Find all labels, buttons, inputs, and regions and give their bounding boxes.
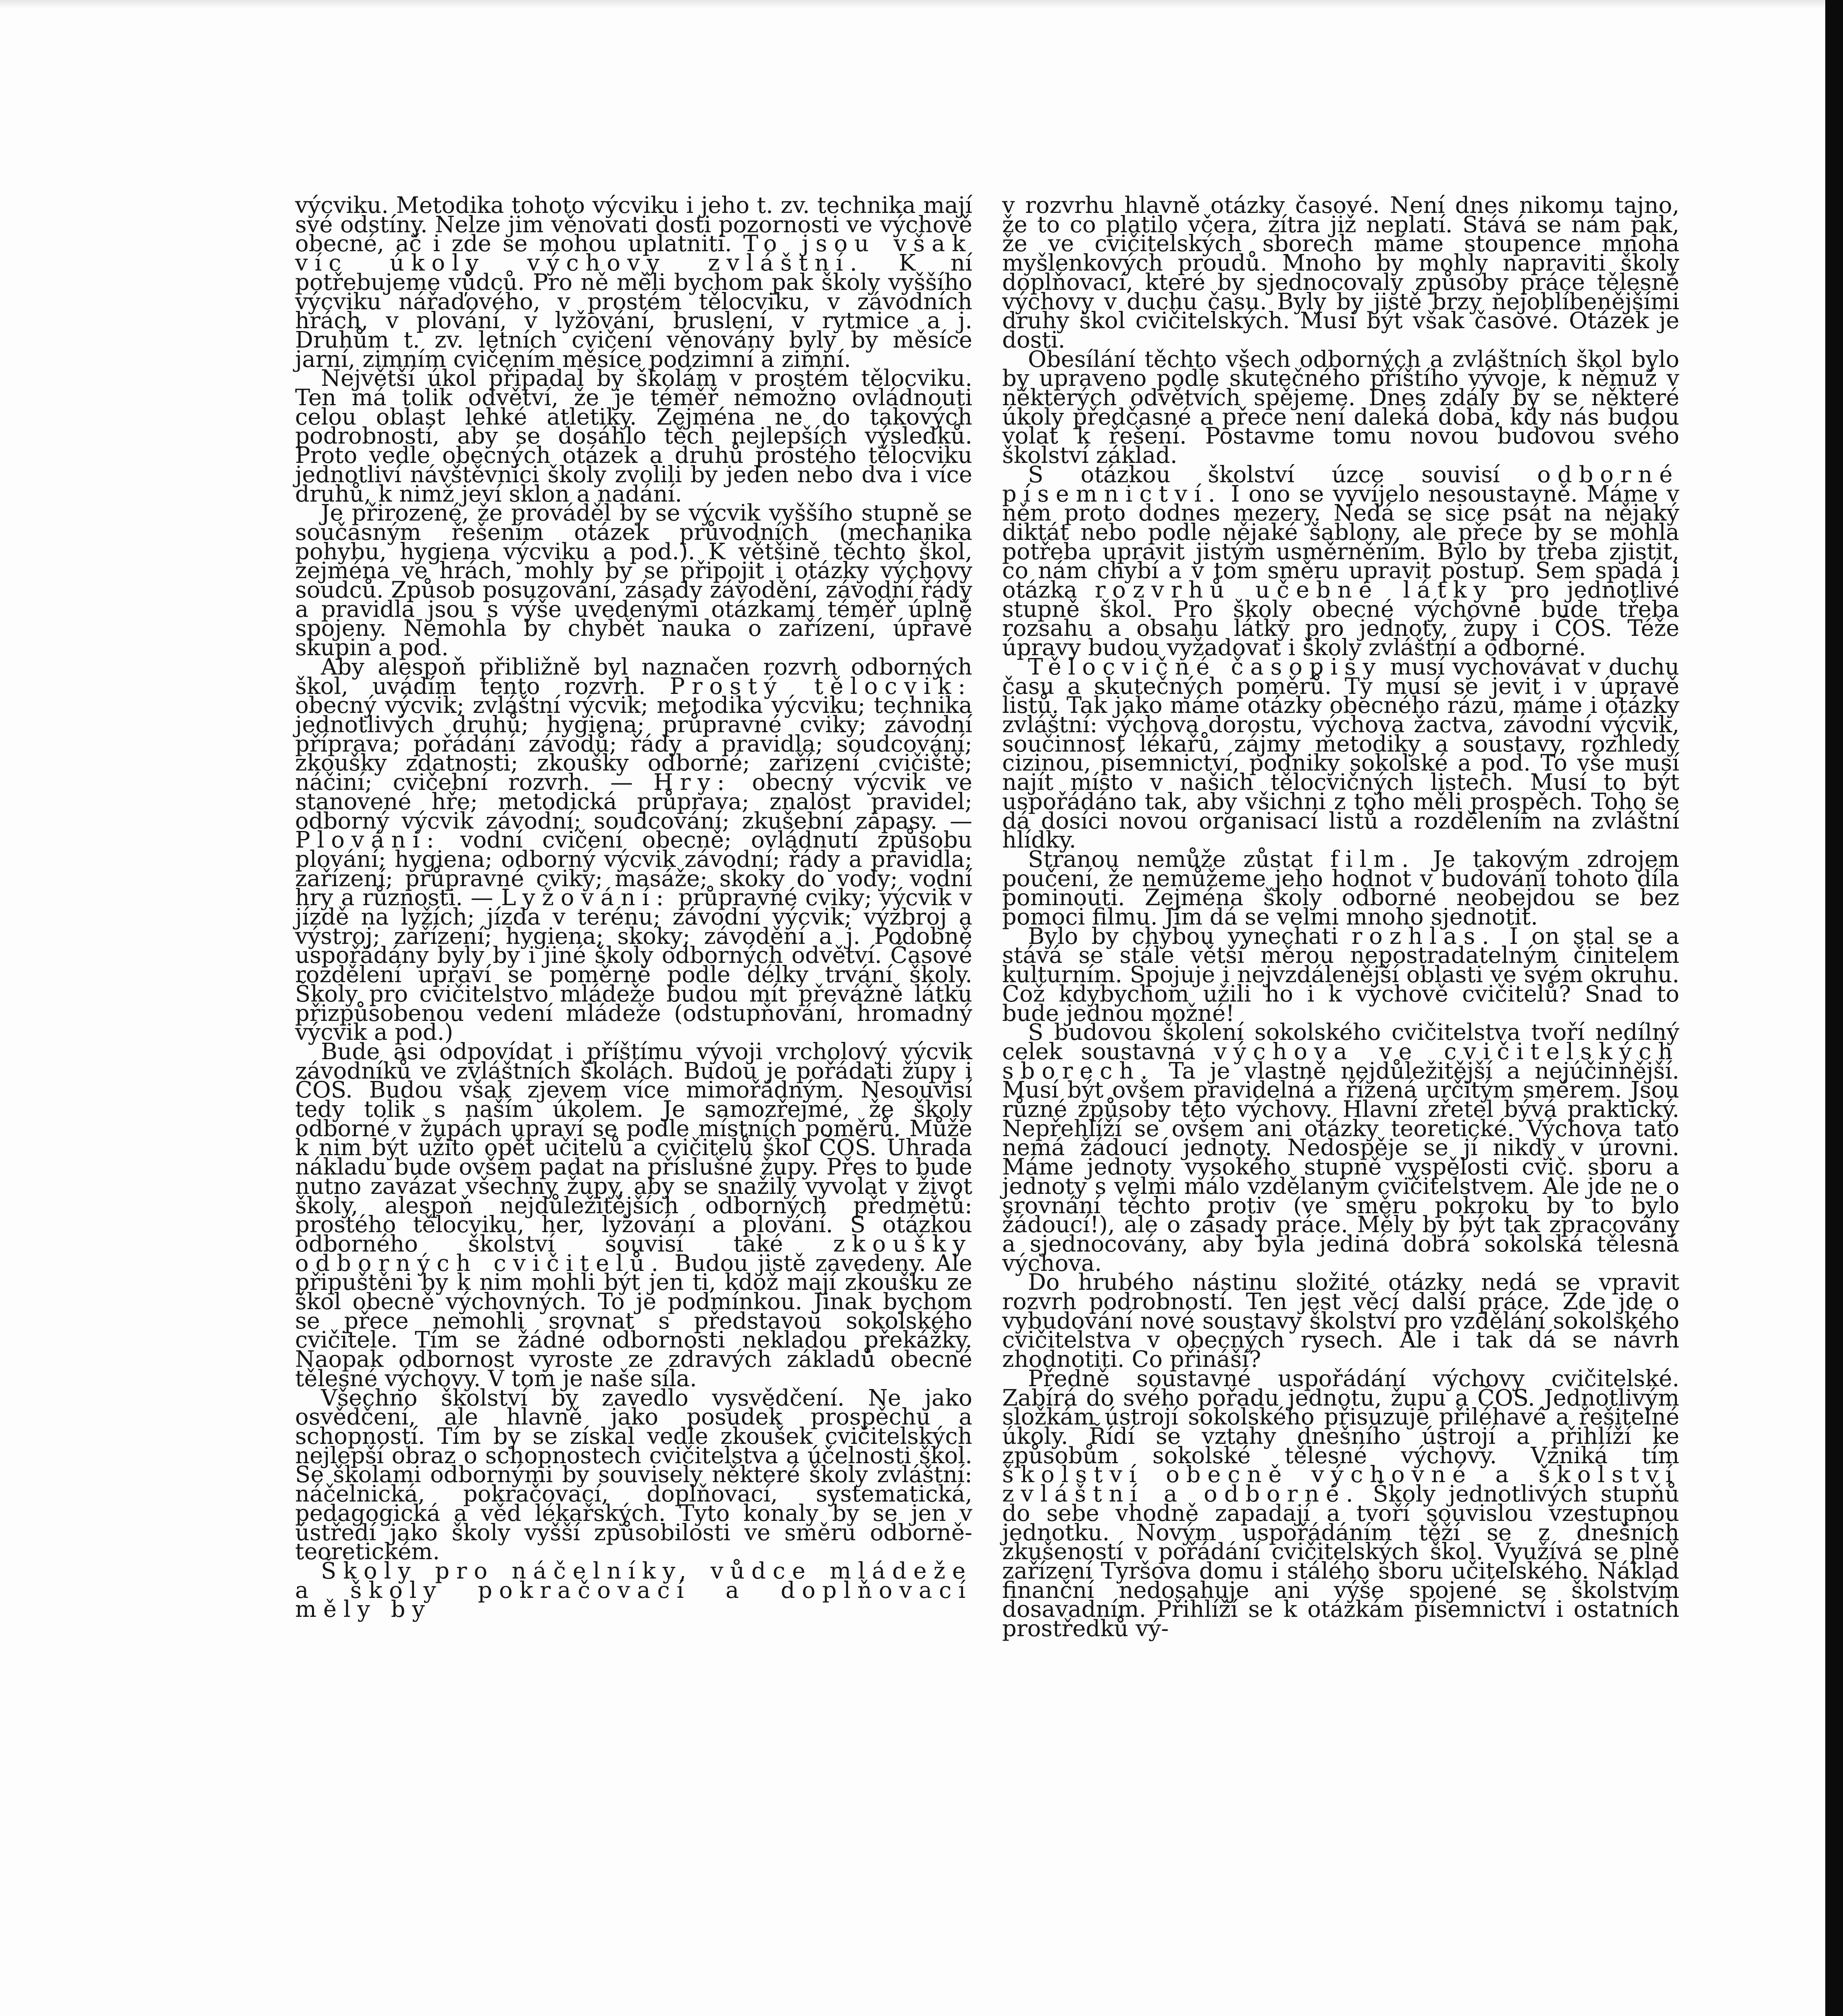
emphasis-text: školství obecně výchovné a školství zvláštní a odborné. [1002,1462,1679,1508]
emphasis-text: Prostý tělocvik: [670,673,972,700]
text-run: Předně soustavné uspořádání výchovy cvičitelské. Zabírá do svého pořadu jednotu, župu a ČOS. Jednotlivým složkám ústrojí sokolského přisuzuje přiléhavé a řešitelné úkoly. Řídí se vztahy dnešního ústrojí a přihlíží ke způsobům sokolské tělesné výchovy. Vzniká tím [1002,1365,1679,1469]
emphasis-text: rozhlas. [1351,923,1496,950]
text-run: obecný výcvik ve stanovené hře; metodická průprava; znalost pravidel; odborný výcvik závodní; soudcování; zkušební zápasy. — [295,769,972,834]
paragraph [295,1038,972,1392]
text-run: K ní potřebujeme vůdců. Pro ně měli bychom pak školy vyššího výcviku nářaďového, v prostém tělocviku, v závodních hrách, v plování, v lyžování, bruslení, v rytmice a j. Druhům t. zv. letních cvičení věnovány byly by měsíce jarní, zimním cvičením měsíce podzimní a zimní. [295,250,972,373]
text-run: I on stal se a stává se stále větší měrou nepostradatelným činitelem kulturním. Spojuje i nejvzdálenější oblasti ve svém okruhu. Což kdybychom užili ho i k výchově cvičitelů? Snad to bude jednou možné! [1002,923,1679,1027]
paragraph [1002,654,1679,854]
paragraph: v rozvrhu hlavně otázky časové. Není dnes nikomu tajno, že to co platilo včera, zítra již neplatí. Stává se nám pak, že ve cvičitelských sborech máme stoupence mnoha myšlenkových proudů. Mnoho by mohly napraviti školy doplňovací, které by sjednocovaly způsoby práce tělesné výchovy v duchu času. Byly by jistě brzy nejoblíbenějšími druhy škol cvičitelských. Musí být však časové. Otázek je dosti. [1002,192,1679,353]
right-column [1002,192,1679,1642]
emphasis-text: To jsou však víc úkoly výchovy zvláštní. [295,231,973,277]
text-run: I ono se vyvíjelo nesoustavně. Máme v něm proto dodnes mezery. Nedá se sice psát na nějaký diktát nebo podle nějaké šablony, ale přece by se mohla potřeba upravit jistým usměrněním. Bylo by třeba zjistit, co nám chybí a v tom směru upravit postup. Sem spadá i otázka [1002,481,1679,604]
text-run: S budovou školení sokolského cvičitelstva tvoří nedílný celek soustavná [1002,1019,1679,1065]
paragraph [1002,923,1679,1027]
text-run: Školy jednotlivých stupňů do sebe vhodně zapadají a tvoří souvislou vzestupnou jednotku. Novým uspořádáním těží se z dnešních zkušeností v pořádání cvičitelských škol. Využívá se plně zařízení Tyršova domu i stálého sboru učitelského. Náklad finanční nedosahuje ani výše spojené se školstvím dosavadním. Přihlíží se k otázkám písemnictví i ostatních prostředků vý- [1002,1481,1679,1642]
text-run: vodní cvičení obecně; ovládnutí způsobu plování; hygiena; odborný výcvik závodní; řády a pravidla; zařízení; průpravné cviky; masáže; skoky do vody; vodní hry a různosti. — [295,827,972,911]
text-run: Je takovým zdrojem poučení, že nemůžeme jeho hodnot v budování tohoto díla pominouti. Zejména školy odborné neobejdou se bez pomoci filmu. Jím dá se velmi mnoho sjednotit. [1002,846,1679,931]
text-run: Ta je vlastně nejdůležitější a nejúčinnější. Musí být ovšem pravidelná a řízená určitým směrem. Jsou různé způsoby této výchovy. Hlavní zřetel bývá praktický. Nepřehlíží se ovšem ani otázky teoretické. Výchova tato nemá žádoucí jednoty. Nedospěje se jí nikdy v úrovni. Máme jednoty vysokého stupně vyspělosti cvič. sboru a jednoty s velmi málo vzdělaným cvičitelstvem. Ale jde ne o srovnání těchto protiv (ve směru pokroku by to bylo žádoucí!), ale o zásady práce. Měly by být tak zpracovány a sjednocovány, aby byla jediná dobrá sokolská tělesná výchova. [1002,1058,1679,1277]
text-run: Bude asi odpovídat i příštímu vývoji vrcholový výcvik závodníků ve zvláštních školách. Budou je pořádati župy i ČOS. Budou však zjevem více mimořádným. Nesouvisí tedy tolik s naším úkolem. Je samozřejmé, že školy odborné v župách upraví se podle místních poměrů. Může k nim být užito opět učitelů a cvičitelů škol ČOS. Úhrada nákladu bude ovšem padat na příslušné župy. Přes to bude nutno zavázat všechny župy, aby se snažily vyvolat v život školy, alespoň nejdůležitějších odborných předmětů: prostého tělocviku, her, lyžování a plování. S otázkou odborného školství souvisí také [295,1038,972,1257]
paragraph: Je přirozené, že prováděl by se výcvik vyššího stupně se současným řešením otázek průvodních (mechanika pohybu, hygiena výcviku a pod.). K většině těchto škol, zejména ve hrách, mohly by se připojit i otázky výchovy soudců. Způsob posuzování, zásady závodění, závodní řády a pravidla jsou s výše uvedenými otázkami téměř úplně spojeny. Nemohla by chybět nauka o zařízení, úpravě skupin a pod. [295,500,972,661]
text-run: obecný výcvik; zvláštní výcvik; metodika výcviku; technika jednotlivých druhů; hygiena; průpravné cviky; závodní příprava; pořádání závodů; řády a pravidla; soudcování; zkoušky zdatnosti; zkoušky odborné; zařízení cvičiště; náčiní; cvičební rozvrh. — [295,692,972,796]
text-run: Budou jistě zavedeny. Ale připuštěni by k nim mohli být jen ti, kdož mají zkoušku ze škol obecně výchovných. To je podmínkou. Jinak bychom se přece nemohli srovnat s představou sokolského cvičitele. Tím se žádné odbornosti nekladou překážky. Naopak odbornost vyroste ze zdravých základů obecné tělesné výchovy. V tom je naše síla. [295,1250,972,1392]
scan-top-shadow [0,0,1843,9]
text-run: S otázkou školství úzce souvisí [1028,461,1500,488]
paragraph: Školy pro náčelníky, vůdce mládeže a školy pokračovací a doplňovací měly by [295,1558,972,1623]
text-run: pro jednotlivé stupně škol. Pro školy obecné výchovné bude třeba rozsahu a obsahu látky pro jednoty, župy i ČOS. Téže úpravy budou vyžadovat i školy zvláštní a odborné. [1002,577,1679,661]
emphasis-text: Hry: [653,769,732,796]
paragraph [1002,846,1679,931]
emphasis-text: Tělocvičné časopisy [1028,654,1383,680]
paragraph [1002,461,1679,661]
paragraph [295,654,972,1046]
scan-right-border [1825,0,1843,2016]
text-run: průpravné cviky; výcvik v jízdě na lyžích; jízda v terénu; závodní výcvik; výzbroj a výstroj; zařízení; hygiena; skoky; závodění a j. Podobně uspořádány byly by i jiné školy odborných odvětví. Časové rozdělení upraví se poměrně podle délky trvání školy. Školy pro cvičitelstvo mládeže budou mít převážně látku přizpůsobenou vedení mládeže (odstupňování, hromadný výcvik a pod.) [295,885,972,1046]
paragraph [1002,1019,1679,1277]
emphasis-text: film. [1330,846,1416,873]
text-run: Stranou nemůže zůstat [1028,846,1313,873]
emphasis-text: odborné písemnictví. [1002,461,1679,507]
paragraph: Do hrubého nástinu složité otázky nedá se vpravit rozvrh podrobností. Ten jest věcí další práce. Zde jde o vybudování nové soustavy školství pro vzdělání sokolského cvičitelstva v obecných rysech. Ale i tak dá se návrh zhodnotiti. Co přináší? [1002,1269,1679,1373]
text-run: výcviku. Metodika tohoto výcviku i jeho t. zv. technika mají své odstíny. Nelze jim věnovati dosti pozornosti ve výchově obecné, ač i zde se mohou uplatniti. [295,192,972,257]
paragraph [295,192,973,373]
emphasis-text: rozvrhů učebné látky [1094,577,1493,604]
emphasis-text: zkoušky odborných cvičitelů. [295,1231,972,1277]
emphasis-text: výchova ve cvičitelských sborech. [1002,1038,1679,1084]
paragraph: Obesílání těchto všech odborných a zvláštních škol bylo by upraveno podle skutečného příštího vývoje, k němuž v některých odvětvích spějeme. Dnes zdály by se některé úkoly předčasné a přece není daleká doba, kdy nás budou volat k řešení. Postavme tomu novou budovou svého školství základ. [1002,346,1679,469]
left-column [295,192,973,1623]
emphasis-text: Plování: [295,827,441,854]
paragraph: Největší úkol připadal by školám v prostém tělocviku. Ten má tolik odvětví, že je téměř nemožno ovládnouti celou oblast lehké atletiky. Zejména ne do takových podrobností, aby se dosáhlo těch nejlepších výsledků. Proto vedle obecných otázek a druhů prostého tělocviku jednotliví návštěvníci školy zvolili by jeden nebo dva i více druhů, k nimž jeví sklon a nadání. [295,365,972,507]
paragraph: Všechno školství by zavedlo vysvědčení. Ne jako osvědčení, ale hlavně jako posudek prospěchu a schopností. Tím by se získal vedle zkoušek cvičitelských nejlepší obraz o schopnostech cvičitelstva a účelnosti škol. Se školami odbornými by souvisely některé školy zvláštní: náčelnická, pokračovací, doplňovací, systematická, pedagogická a věd lékařských. Tyto konaly by se jen v ústředí jako školy vyšší způsobilosti ve směru odborně-teoretickém. [295,1385,972,1565]
paragraph [1002,1365,1679,1642]
text-run: Aby alespoň přibližně byl naznačen rozvrh odborných škol, uvádím tento rozvrh. [295,654,972,700]
text-run: musí vychovávat v duchu času a skutečných poměrů. Ty musí se jevit i v úpravě listů. Tak jako máme otázky obecného rázu, máme i otázky zvláštní: výchova dorostu, výchova žactva, závodní výcvik, součinnost lékařů, zájmy metodiky a soustavy, rozhledy cizinou, písemnictví, podniky sokolské a pod. To vše musí najít místo v našich tělocvičných listech. Musí to být uspořádáno tak, aby všichni z toho měli prospěch. Toho se dá dosíci novou organisací listů a rozdělením na zvláštní hlídky. [1002,654,1679,854]
text-run: Bylo by chybou vynechati [1028,923,1338,950]
emphasis-text: Lyžování: [501,885,671,911]
